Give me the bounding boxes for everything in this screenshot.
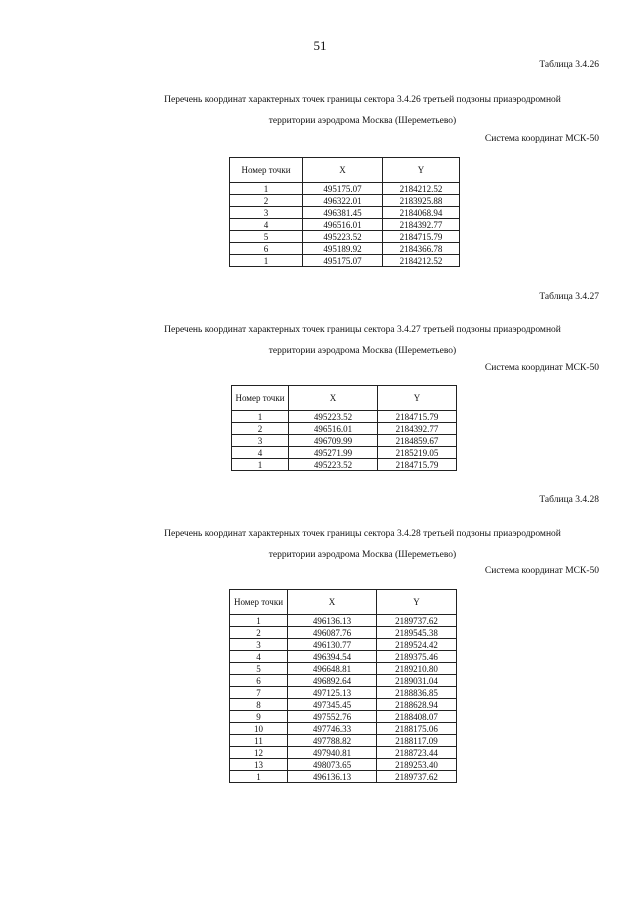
column-header: Y <box>378 386 457 411</box>
y-coordinate-cell: 2184212.52 <box>383 255 460 267</box>
x-coordinate-cell: 495271.99 <box>289 447 378 459</box>
y-coordinate-cell: 2188723.44 <box>377 747 457 759</box>
table-row <box>230 243 460 255</box>
table-title-line: Перечень координат характерных точек границы сектора 3.4.26 третьей подзоны приаэродромной <box>164 95 561 105</box>
y-coordinate-cell: 2184859.67 <box>378 435 457 447</box>
x-coordinate-cell: 496087.76 <box>288 627 377 639</box>
x-coordinate-cell: 496322.01 <box>303 195 383 207</box>
column-header: X <box>289 386 378 411</box>
point-number-cell: 2 <box>232 423 289 435</box>
table-row <box>230 255 460 267</box>
x-coordinate-cell: 496516.01 <box>289 423 378 435</box>
table-row <box>230 759 457 771</box>
table-title <box>80 90 640 132</box>
point-number-cell: 6 <box>230 243 303 255</box>
point-number-cell: 9 <box>230 711 288 723</box>
coordinates-table <box>231 385 457 471</box>
y-coordinate-cell: 2183925.88 <box>383 195 460 207</box>
point-number-cell: 3 <box>230 639 288 651</box>
column-header: Номер точки <box>232 386 289 411</box>
point-number-cell: 1 <box>232 411 289 423</box>
point-number-cell: 3 <box>232 435 289 447</box>
coordinates-table <box>229 589 457 783</box>
table-row <box>230 699 457 711</box>
x-coordinate-cell: 496709.99 <box>289 435 378 447</box>
table-row <box>230 747 457 759</box>
y-coordinate-cell: 2188836.85 <box>377 687 457 699</box>
table-row <box>230 663 457 675</box>
point-number-cell: 4 <box>232 447 289 459</box>
table-title-line: Перечень координат характерных точек границы сектора 3.4.28 третьей подзоны приаэродромной <box>164 529 561 539</box>
y-coordinate-cell: 2184715.79 <box>378 411 457 423</box>
x-coordinate-cell: 496136.13 <box>288 771 377 783</box>
column-header: Номер точки <box>230 158 303 183</box>
point-number-cell: 1 <box>230 183 303 195</box>
table-caption: Таблица 3.4.27 <box>539 292 599 302</box>
table-title-line: территории аэродрома Москва (Шереметьево) <box>268 116 457 126</box>
x-coordinate-cell: 496892.64 <box>288 675 377 687</box>
x-coordinate-cell: 497788.82 <box>288 735 377 747</box>
point-number-cell: 2 <box>230 627 288 639</box>
table-row <box>230 183 460 195</box>
table-caption: Таблица 3.4.26 <box>539 60 599 70</box>
y-coordinate-cell: 2184392.77 <box>383 219 460 231</box>
y-coordinate-cell: 2188117.09 <box>377 735 457 747</box>
x-coordinate-cell: 497125.13 <box>288 687 377 699</box>
point-number-cell: 1 <box>232 459 289 471</box>
point-number-cell: 1 <box>230 255 303 267</box>
y-coordinate-cell: 2189210.80 <box>377 663 457 675</box>
table-row <box>230 195 460 207</box>
table-row <box>230 231 460 243</box>
point-number-cell: 8 <box>230 699 288 711</box>
x-coordinate-cell: 497552.76 <box>288 711 377 723</box>
table-row <box>232 447 457 459</box>
point-number-cell: 10 <box>230 723 288 735</box>
y-coordinate-cell: 2188175.06 <box>377 723 457 735</box>
point-number-cell: 1 <box>230 615 288 627</box>
y-coordinate-cell: 2184392.77 <box>378 423 457 435</box>
point-number-cell: 1 <box>230 771 288 783</box>
table-row <box>230 675 457 687</box>
y-coordinate-cell: 2184715.79 <box>383 231 460 243</box>
point-number-cell: 2 <box>230 195 303 207</box>
table-row <box>232 459 457 471</box>
y-coordinate-cell: 2184068.94 <box>383 207 460 219</box>
point-number-cell: 4 <box>230 219 303 231</box>
point-number-cell: 5 <box>230 231 303 243</box>
point-number-cell: 4 <box>230 651 288 663</box>
column-header: Номер точки <box>230 590 288 615</box>
table-row <box>230 711 457 723</box>
x-coordinate-cell: 497345.45 <box>288 699 377 711</box>
x-coordinate-cell: 495223.52 <box>289 459 378 471</box>
x-coordinate-cell: 496648.81 <box>288 663 377 675</box>
x-coordinate-cell: 497746.33 <box>288 723 377 735</box>
column-header: Y <box>383 158 460 183</box>
point-number-cell: 6 <box>230 675 288 687</box>
table-row <box>232 423 457 435</box>
x-coordinate-cell: 496130.77 <box>288 639 377 651</box>
x-coordinate-cell: 496516.01 <box>303 219 383 231</box>
x-coordinate-cell: 495175.07 <box>303 183 383 195</box>
column-header: X <box>288 590 377 615</box>
page-number: 51 <box>313 38 327 53</box>
point-number-cell: 7 <box>230 687 288 699</box>
coordinate-system-label: Система координат МСК-50 <box>484 566 599 576</box>
table-title-line: территории аэродрома Москва (Шереметьево) <box>268 346 457 356</box>
coordinate-system-label: Система координат МСК-50 <box>484 134 599 144</box>
table-title-line: Перечень координат характерных точек границы сектора 3.4.27 третьей подзоны приаэродромной <box>164 325 561 335</box>
table-row <box>232 411 457 423</box>
y-coordinate-cell: 2189545.38 <box>377 627 457 639</box>
table-row <box>230 219 460 231</box>
x-coordinate-cell: 495223.52 <box>303 231 383 243</box>
x-coordinate-cell: 496136.13 <box>288 615 377 627</box>
table-title <box>80 320 640 362</box>
table-caption: Таблица 3.4.28 <box>539 495 599 505</box>
table-row <box>230 207 460 219</box>
point-number-cell: 12 <box>230 747 288 759</box>
x-coordinate-cell: 495175.07 <box>303 255 383 267</box>
table-row <box>230 771 457 783</box>
y-coordinate-cell: 2188628.94 <box>377 699 457 711</box>
x-coordinate-cell: 495223.52 <box>289 411 378 423</box>
y-coordinate-cell: 2189031.04 <box>377 675 457 687</box>
table-row <box>230 735 457 747</box>
y-coordinate-cell: 2185219.05 <box>378 447 457 459</box>
table-row <box>232 435 457 447</box>
point-number-cell: 11 <box>230 735 288 747</box>
x-coordinate-cell: 496394.54 <box>288 651 377 663</box>
table-row <box>230 639 457 651</box>
coordinates-table <box>229 157 460 267</box>
table-row <box>230 615 457 627</box>
column-header: Y <box>377 590 457 615</box>
table-title-line: территории аэродрома Москва (Шереметьево) <box>268 550 457 560</box>
y-coordinate-cell: 2189524.42 <box>377 639 457 651</box>
table-row <box>230 627 457 639</box>
y-coordinate-cell: 2189737.62 <box>377 771 457 783</box>
y-coordinate-cell: 2184212.52 <box>383 183 460 195</box>
y-coordinate-cell: 2189375.46 <box>377 651 457 663</box>
x-coordinate-cell: 496381.45 <box>303 207 383 219</box>
table-row <box>230 687 457 699</box>
table-row <box>230 651 457 663</box>
table-row <box>230 723 457 735</box>
table-title <box>80 524 640 566</box>
column-header: X <box>303 158 383 183</box>
y-coordinate-cell: 2189737.62 <box>377 615 457 627</box>
x-coordinate-cell: 495189.92 <box>303 243 383 255</box>
y-coordinate-cell: 2188408.07 <box>377 711 457 723</box>
coordinate-system-label: Система координат МСК-50 <box>484 363 599 373</box>
x-coordinate-cell: 498073.65 <box>288 759 377 771</box>
y-coordinate-cell: 2184715.79 <box>378 459 457 471</box>
x-coordinate-cell: 497940.81 <box>288 747 377 759</box>
point-number-cell: 3 <box>230 207 303 219</box>
point-number-cell: 13 <box>230 759 288 771</box>
y-coordinate-cell: 2189253.40 <box>377 759 457 771</box>
y-coordinate-cell: 2184366.78 <box>383 243 460 255</box>
point-number-cell: 5 <box>230 663 288 675</box>
